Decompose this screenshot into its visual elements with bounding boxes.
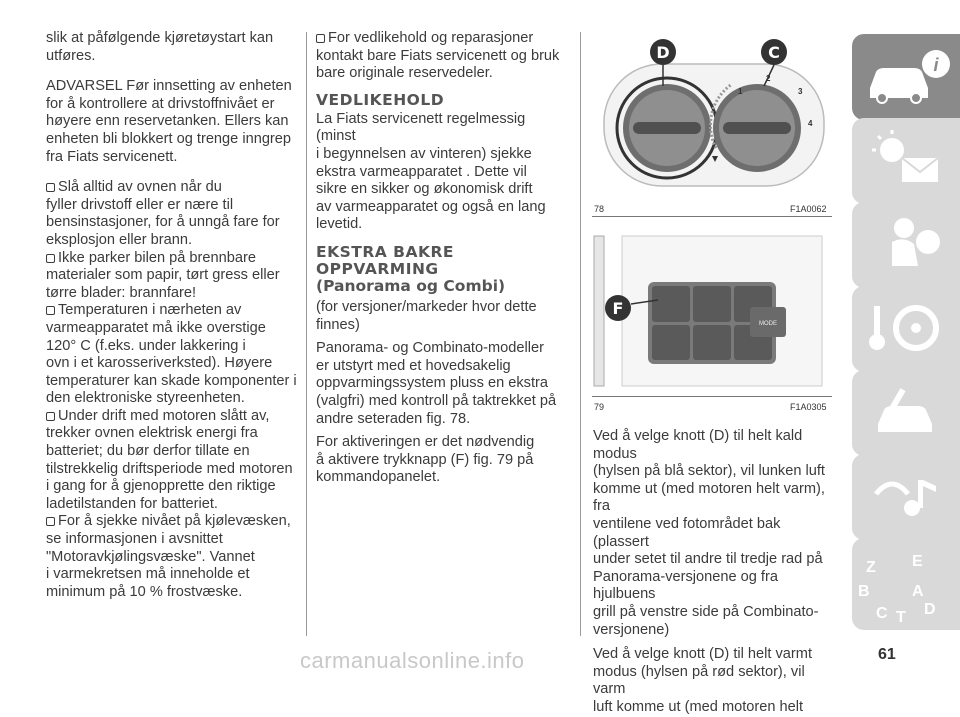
figure-code: F1A0062 — [790, 204, 827, 214]
column-right — [593, 428, 829, 717]
mode-button-label: MODE — [759, 321, 777, 327]
section-heading: OPPVARMING — [316, 259, 439, 278]
warning-bullet-icon — [46, 306, 55, 315]
alphabet-index-icon — [852, 538, 960, 630]
tab-maintenance[interactable] — [852, 370, 960, 456]
tab-safety[interactable] — [852, 202, 960, 288]
paragraph: Ved å velge knott (D) til helt varmt modus (hylsen på rød sektor), vil varm luft komme ut (med motoren helt — [593, 646, 812, 715]
figure-number: 79 — [594, 402, 605, 412]
scale-label: 3 — [798, 87, 803, 96]
watermark: carmanualsonline.info — [300, 648, 525, 673]
figure-79 — [592, 232, 832, 397]
warning-bullet-icon — [46, 254, 55, 263]
warning-paragraph: ADVARSEL Før innsetting av enheten for å kontrollere at drivstoffnivået er høyere enn reservetanken. Ellers kan enheten bli blokkert og trenge inngrep fra Fiats servicenett. — [46, 78, 292, 165]
paragraph: La Fiats servicenett regelmessig (minst i begynnelsen av vinteren) sjekke ekstra varmeapparatet . Dette vil sikre en sikker og økonomisk drift av varmeapparatet og også en lang levetid. — [316, 110, 546, 233]
column-divider — [580, 32, 581, 636]
paragraph: slik at påfølgende kjøretøystart kan utføres. — [46, 30, 274, 64]
svg-text:B: B — [858, 583, 870, 600]
bullet-paragraph: For å sjekke nivået på kjølevæsken, se informasjonen i avsnittet "Motoravkjølingsvæske". Vannet i varmekretsen må inneholde et minimum på 10 % frostvæske. — [46, 513, 291, 600]
key-steering-wheel-icon — [852, 286, 960, 372]
section-heading: VEDLIKEHOLD — [316, 90, 445, 109]
paragraph: For aktiveringen er det nødvendig å aktivere trykknapp (F) fig. 79 på kommandopanelet. — [316, 434, 535, 486]
control-panel-illustration — [592, 232, 832, 396]
figure-78 — [592, 36, 832, 217]
figure-code: F1A0305 — [790, 402, 827, 412]
scale-label: 1 — [738, 87, 743, 96]
paragraph: (for versjoner/markeder hvor dette finnes) — [316, 298, 537, 333]
tab-index[interactable] — [852, 538, 960, 630]
car-info-icon — [852, 34, 960, 120]
paragraph: Ved å velge knott (D) til helt kald modus (hylsen på blå sektor), vil lunken luft komme ut (med motoren helt varm), fra ventilene ved fotområdet bak (plassert under setet til andre til tredje rad på Panorama-versjonene og fra hjulbuens grill på venstre side på Combinato- versjonene) — [593, 428, 825, 638]
radio-music-icon — [852, 454, 960, 540]
svg-text:C: C — [876, 605, 888, 622]
svg-text:Z: Z — [866, 559, 876, 576]
heater-knobs-illustration — [592, 36, 832, 216]
scale-label: 4 — [808, 119, 813, 128]
paragraph: Panorama- og Combinato-modeller er utstyrt med et hovedsakelig oppvarmingssystem pluss en ekstra (valgfri) med kontroll på taktrekket på andre seteraden fig. 78. — [316, 340, 557, 427]
tab-starting-driving[interactable] — [852, 286, 960, 372]
warning-light-envelope-icon — [852, 118, 960, 204]
svg-text:T: T — [896, 609, 906, 626]
svg-text:D: D — [924, 601, 936, 618]
svg-text:E: E — [912, 553, 923, 570]
warning-bullet-icon — [46, 183, 55, 192]
bullet-paragraph: Under drift med motoren slått av, trekker ovnen elektrisk energi fra batteriet; du bør derfor tillate en tilstrekkelig driftsperiode med motoren i gang for å gjenopprette den riktige ladetilstanden for batteriet. — [46, 407, 293, 512]
warning-bullet-icon — [46, 517, 55, 526]
bullet-paragraph: Temperaturen i nærheten av varmeapparatet må ikke overstige 120° C (f.eks. under lakkering i ovn i et karosseriverksted). Høyere temperaturer kan skade komponenter i den elektroniske styreenheten. — [46, 302, 297, 407]
section-subheading: (Panorama og Combi) — [316, 276, 506, 295]
column-divider — [306, 32, 307, 636]
bullet-paragraph: For vedlikehold og reparasjoner kontakt bare Fiats servicenett og bruk bare originale reservedeler. — [316, 30, 560, 82]
warning-bullet-icon — [316, 34, 325, 43]
page-number: 61 — [878, 646, 896, 663]
figure-number: 78 — [594, 204, 605, 214]
tab-multimedia[interactable] — [852, 454, 960, 540]
callout-f: F — [612, 299, 624, 318]
column-left — [46, 30, 298, 601]
bullet-paragraph: Slå alltid av ovnen når du fyller drivstoff eller er nære til bensinstasjoner, for å unngå fare for eksplosjon eller brann. — [46, 179, 280, 248]
callout-d: D — [656, 43, 670, 62]
wrench-car-icon — [852, 370, 960, 456]
tab-car-info[interactable] — [852, 34, 960, 120]
section-heading: EKSTRA BAKRE — [316, 242, 455, 261]
airbag-person-icon — [852, 202, 960, 288]
scale-label: 2 — [766, 74, 771, 83]
warning-bullet-icon — [46, 412, 55, 421]
tab-warning-lights[interactable] — [852, 118, 960, 204]
bullet-paragraph: Ikke parker bilen på brennbare materialer som papir, tørt gress eller tørre blader: brannfare! — [46, 249, 280, 301]
callout-c: C — [768, 43, 780, 62]
svg-text:A: A — [912, 583, 924, 600]
column-middle — [316, 30, 568, 487]
svg-text:i: i — [933, 55, 939, 75]
